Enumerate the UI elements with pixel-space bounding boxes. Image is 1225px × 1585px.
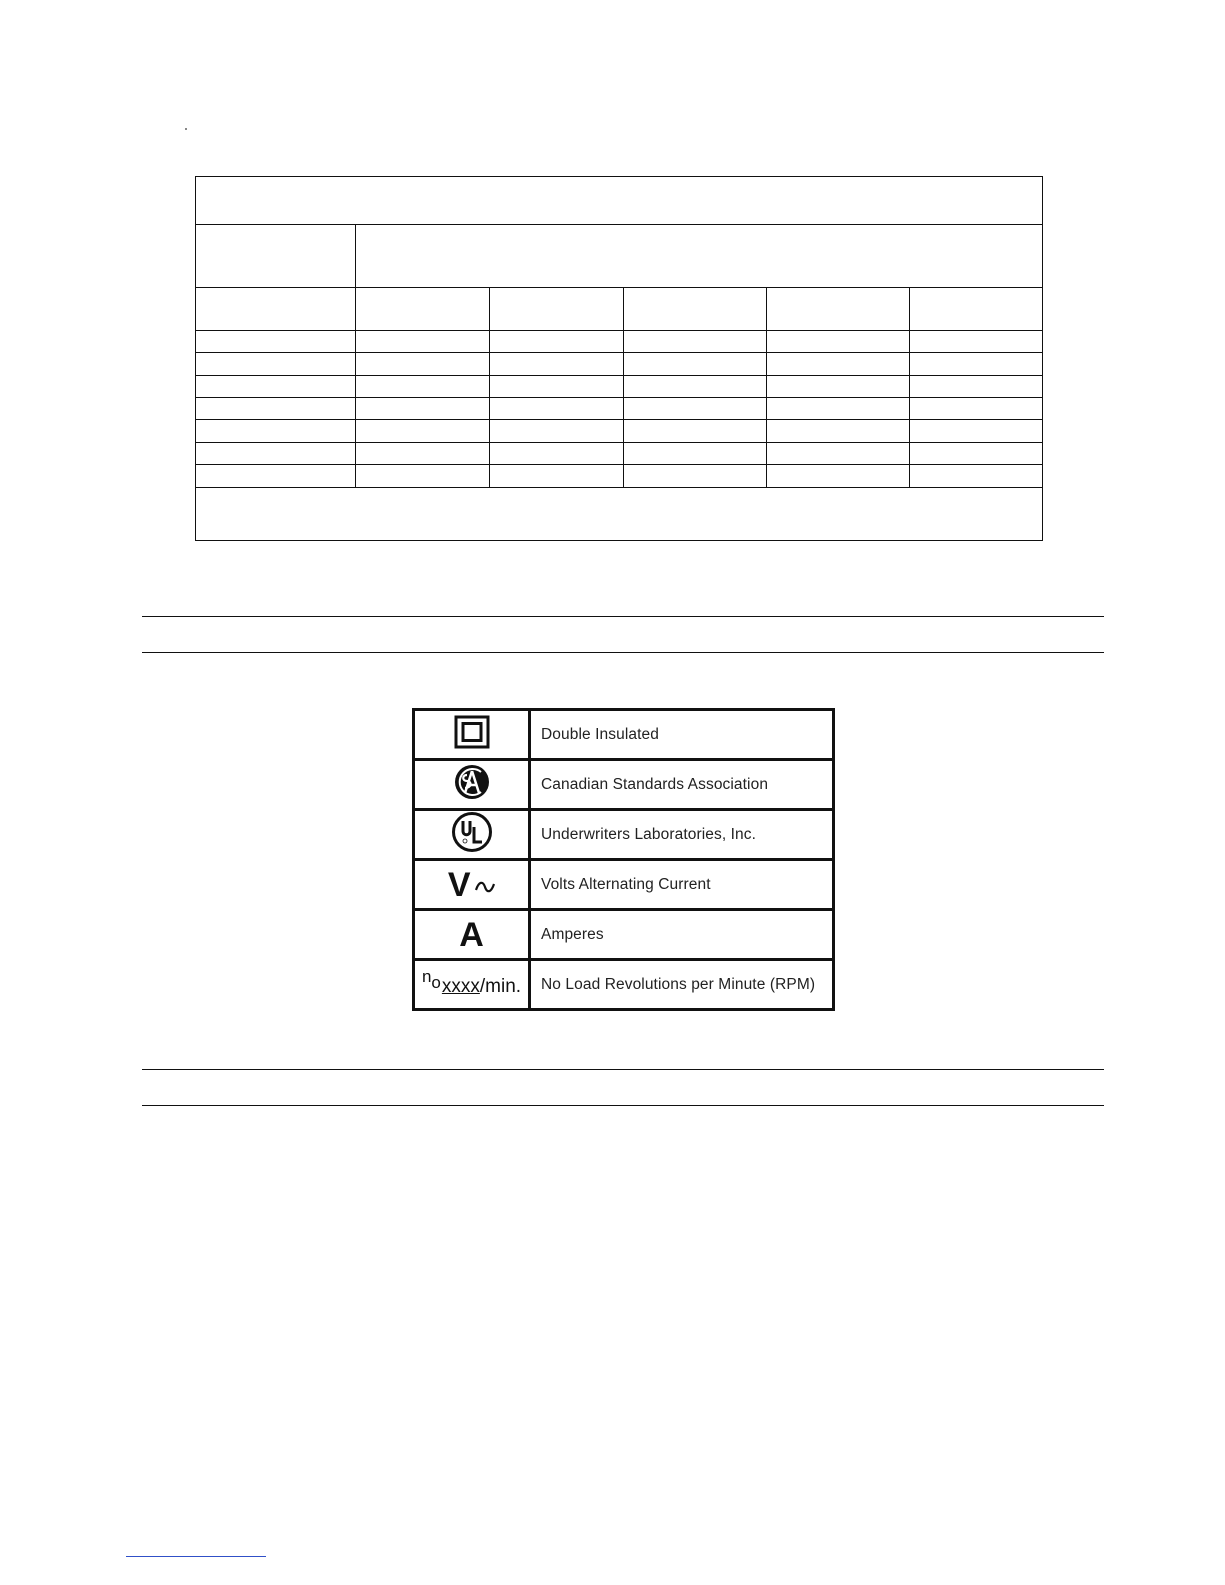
table-rule (196, 487, 1042, 488)
footer-link-underline[interactable] (126, 1556, 266, 1557)
symbol-label: Double Insulated (530, 710, 834, 760)
stray-mark (185, 128, 187, 130)
table-rule (196, 464, 1042, 465)
section-rule-bottom (142, 1105, 1104, 1106)
table-rule (196, 352, 1042, 353)
symbol-cell (414, 910, 530, 960)
tilde-icon (475, 880, 495, 894)
symbol-label: Canadian Standards Association (530, 760, 834, 810)
table-rule (196, 442, 1042, 443)
table-rule (766, 287, 767, 487)
table-row (414, 810, 834, 860)
symbol-label: Volts Alternating Current (530, 860, 834, 910)
amperes-icon: A (459, 915, 484, 954)
section-rule-top (142, 616, 1104, 617)
table-rule (196, 330, 1042, 331)
table-row (414, 710, 834, 760)
table-rule (489, 287, 490, 487)
csa-icon (452, 762, 492, 802)
table-rule (196, 419, 1042, 420)
table-row (414, 910, 834, 960)
symbols-table (412, 708, 835, 1011)
double-insulated-icon (454, 715, 490, 749)
table-rule (623, 287, 624, 487)
table-rule (355, 224, 356, 487)
table-rule (196, 375, 1042, 376)
table-rule (196, 287, 1042, 288)
symbol-label: Underwriters Laboratories, Inc. (530, 810, 834, 860)
volts-ac-icon: V (448, 883, 495, 900)
symbol-cell (414, 710, 530, 760)
section-rule-bottom (142, 652, 1104, 653)
table-row (414, 760, 834, 810)
table-row (414, 960, 834, 1010)
table-row (414, 860, 834, 910)
symbol-cell (414, 760, 530, 810)
symbol-cell (414, 860, 530, 910)
ul-icon (451, 811, 493, 853)
extension-cord-table (195, 176, 1043, 541)
symbol-cell (414, 810, 530, 860)
table-rule (196, 397, 1042, 398)
table-rule (196, 224, 1042, 225)
symbol-label: Amperes (530, 910, 834, 960)
no-load-rpm-icon: noxxxx/min. (421, 966, 522, 997)
symbol-label: No Load Revolutions per Minute (RPM) (530, 960, 834, 1010)
section-rule-top (142, 1069, 1104, 1070)
symbol-cell (414, 960, 530, 1010)
table-rule (909, 287, 910, 487)
